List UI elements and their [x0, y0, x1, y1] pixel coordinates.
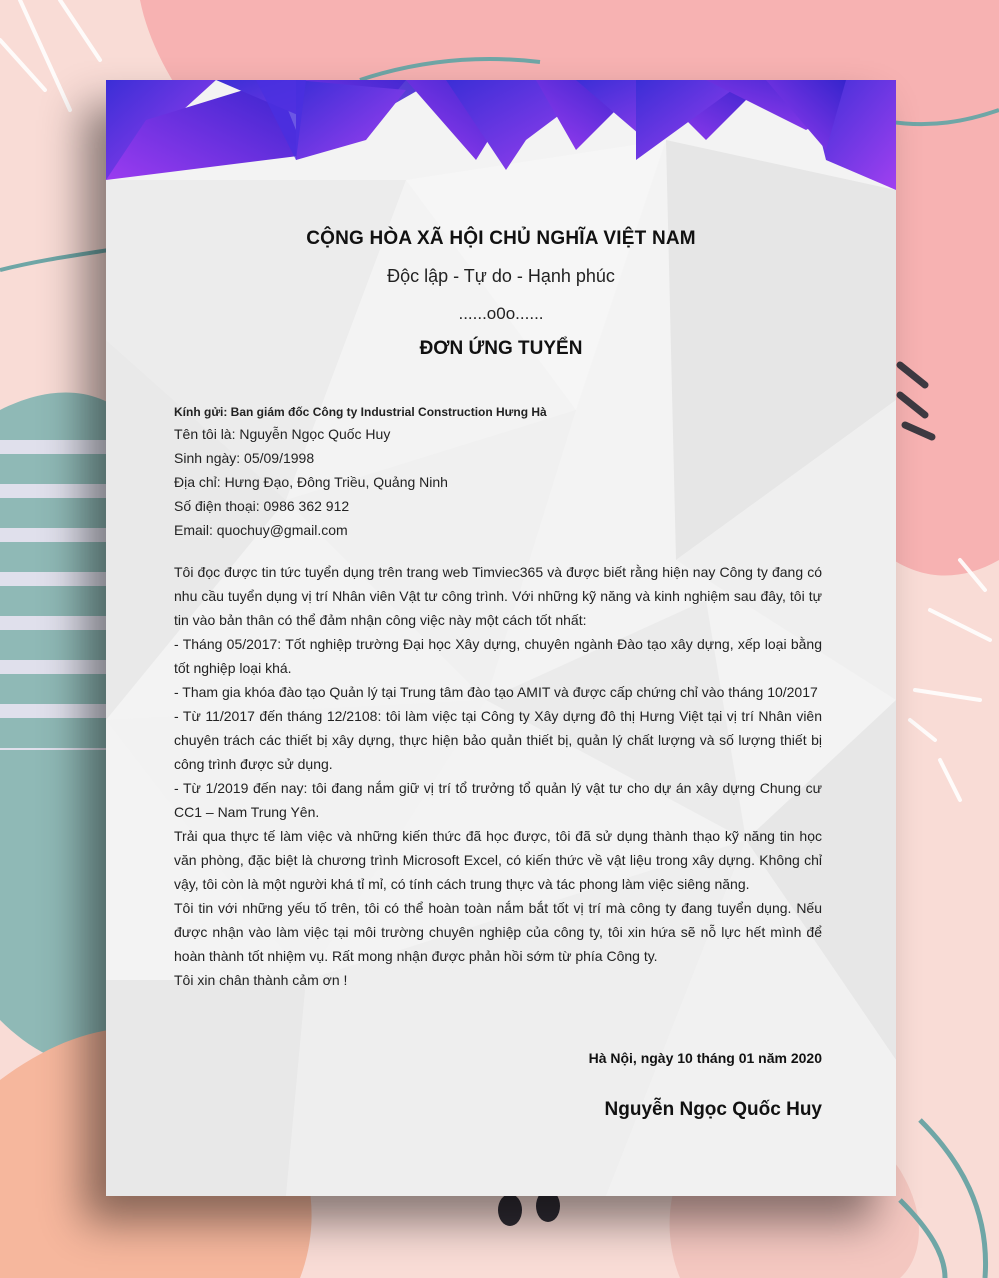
info-birthdate: Sinh ngày: 05/09/1998: [174, 450, 315, 466]
letter-title: ĐƠN ỨNG TUYỂN: [419, 338, 583, 359]
info-address: Địa chỉ: Hưng Đạo, Đông Triều, Quảng Ninh: [174, 474, 448, 490]
nation-heading: CỘNG HÒA XÃ HỘI CHỦ NGHĨA VIỆT NAM: [306, 228, 696, 249]
info-phone: Số điện thoại: 0986 362 912: [174, 498, 350, 514]
body-paragraph: - Từ 11/2017 đến tháng 12/2108: tôi làm việc tại Công ty Xây dựng đô thị Hưng Việt tại vị trí Nhân viên chuyên trách các thiết bị xây dựng, thực hiện bảo quản thiết bị, quản lý chất lượng và số lượng thiết bị công trình được sử dụng.: [174, 708, 822, 772]
body-paragraph: - Tham gia khóa đào tạo Quản lý tại Trung tâm đào tạo AMIT và được cấp chứng chỉ vào tháng 10/2017: [174, 684, 818, 700]
body-paragraph: Tôi tin với những yếu tố trên, tôi có thể hoàn toàn nắm bắt tốt vị trí mà công ty đang tuyển dụng. Nếu được nhận vào làm việc tại môi trường chuyên nghiệp của công ty, tôi xin hứa sẽ nỗ lực hết mình để hoàn thành tốt nhiệm vụ. Rất mong nhận được phản hồi sớm từ phía Công ty.: [174, 900, 822, 964]
letter-date: Hà Nội, ngày 10 tháng 01 năm 2020: [588, 1050, 822, 1066]
body-paragraph: - Tháng 05/2017: Tốt nghiệp trường Đại học Xây dựng, chuyên ngành Đào tạo xây dựng, xếp loại bằng tốt nghiệp loại khá.: [174, 636, 822, 676]
letter-paper: [106, 80, 896, 1196]
separator: ......o0o......: [458, 304, 544, 323]
info-name: Tên tôi là: Nguyễn Ngọc Quốc Huy: [174, 426, 391, 442]
greeting: Kính gửi: Ban giám đốc Công ty Industrial Construction Hưng Hà: [174, 405, 547, 419]
closing-line: Tôi xin chân thành cảm ơn !: [174, 972, 348, 988]
letter-content: [106, 80, 896, 1196]
signature-name: Nguyễn Ngọc Quốc Huy: [604, 1099, 822, 1120]
body-paragraph: Trải qua thực tế làm việc và những kiến thức đã học được, tôi đã sử dụng thành thạo kỹ năng tin học văn phòng, đặc biệt là chương trình Microsoft Excel, có kiến thức về vật liệu trong xây dựng. Không chỉ vậy, tôi còn là một người khá tỉ mỉ, có tính cách trung thực và tác phong làm việc siêng năng.: [174, 828, 822, 892]
letter-body: [174, 560, 822, 992]
applicant-info: [174, 402, 824, 542]
motto: Độc lập - Tự do - Hạnh phúc: [387, 266, 615, 286]
info-email: Email: quochuy@gmail.com: [174, 522, 348, 538]
body-paragraph: Tôi đọc được tin tức tuyển dụng trên trang web Timviec365 và được biết rằng hiện nay Công ty đang có nhu cầu tuyển dụng vị trí Nhân viên Vật tư công trình. Với những kỹ năng và kinh nghiệm sau đây, tôi tự tin vào bản thân có thể đảm nhận công việc này một cách tốt nhất:: [174, 564, 822, 628]
body-paragraph: - Từ 1/2019 đến nay: tôi đang nắm giữ vị trí tổ trưởng tổ quản lý vật tư cho dự án xây dựng Chung cư CC1 – Nam Trung Yên.: [174, 780, 822, 820]
